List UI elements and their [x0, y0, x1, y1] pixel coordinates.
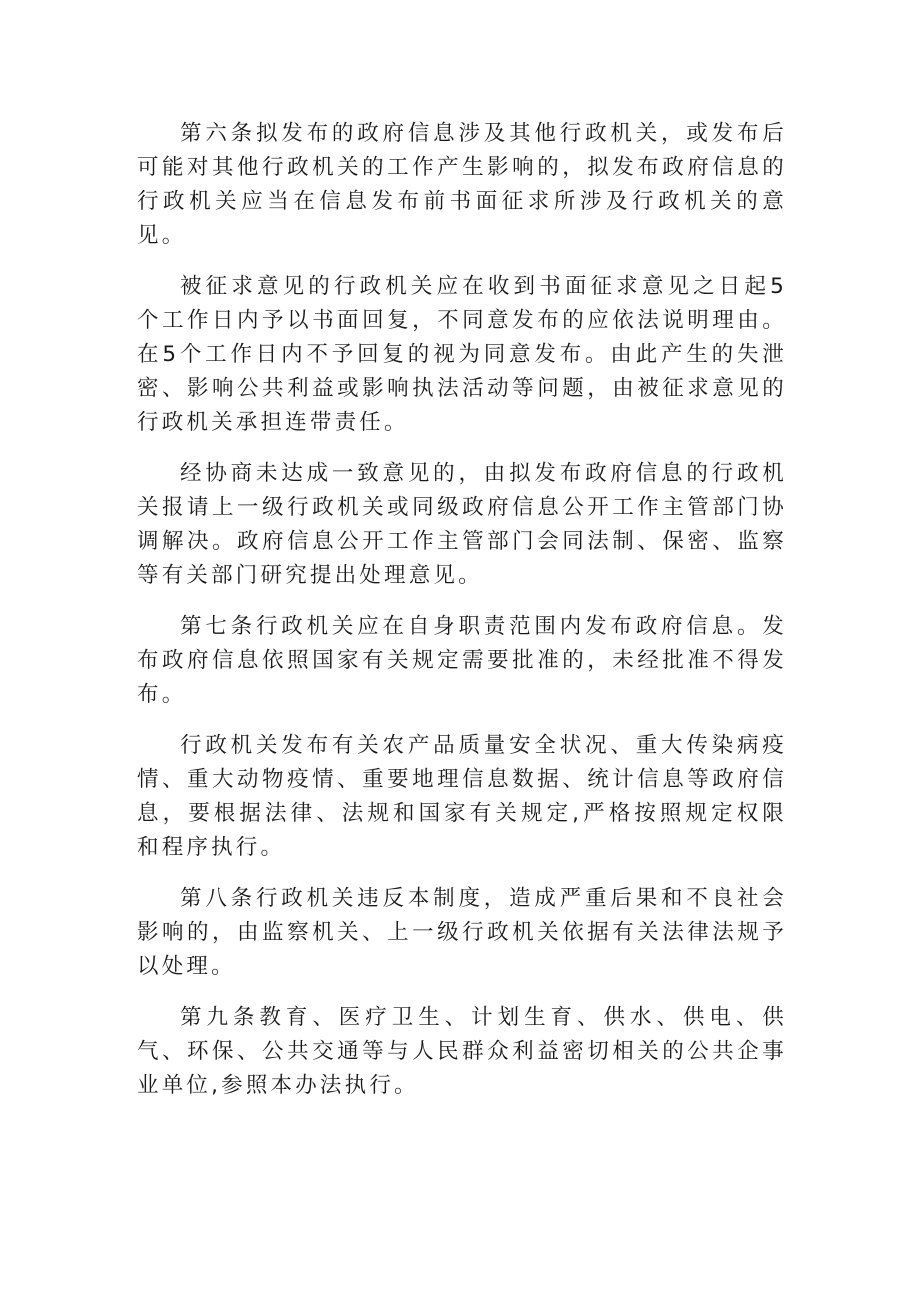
paragraph-coordination: 经协商未达成一致意见的，由拟发布政府信息的行政机关报请上一级行政机关或同级政府信息公开工作主管部门协调解决。政府信息公开工作主管部门会同法制、保密、监察等有关部门研究提出处理意见。 [137, 461, 787, 588]
paragraph-article-7: 第七条行政机关应在自身职责范围内发布政府信息。发布政府信息依照国家有关规定需要批准的，未经批准不得发布。 [137, 614, 787, 707]
paragraph-article-9: 第九条教育、医疗卫生、计划生育、供水、供电、供气、环保、公共交通等与人民群众利益密切相关的公共企事业单位,参照本办法执行。 [137, 1005, 787, 1098]
paragraph-special-info: 行政机关发布有关农产品质量安全状况、重大传染病疫情、重大动物疫情、重要地理信息数据、统计信息等政府信息，要根据法律、法规和国家有关规定,严格按照规定权限和程序执行。 [137, 733, 787, 860]
paragraph-reply-deadline: 被征求意见的行政机关应在收到书面征求意见之日起5个工作日内予以书面回复，不同意发布的应依法说明理由。在5个工作日内不予回复的视为同意发布。由此产生的失泄密、影响公共利益或影响执法活动等问题，由被征求意见的行政机关承担连带责任。 [137, 274, 787, 435]
document-body [137, 117, 787, 1103]
paragraph-article-6: 第六条拟发布的政府信息涉及其他行政机关，或发布后可能对其他行政机关的工作产生影响的，拟发布政府信息的行政机关应当在信息发布前书面征求所涉及行政机关的意见。 [137, 121, 787, 248]
paragraph-article-8: 第八条行政机关违反本制度，造成严重后果和不良社会影响的，由监察机关、上一级行政机关依据有关法律法规予以处理。 [137, 886, 787, 979]
